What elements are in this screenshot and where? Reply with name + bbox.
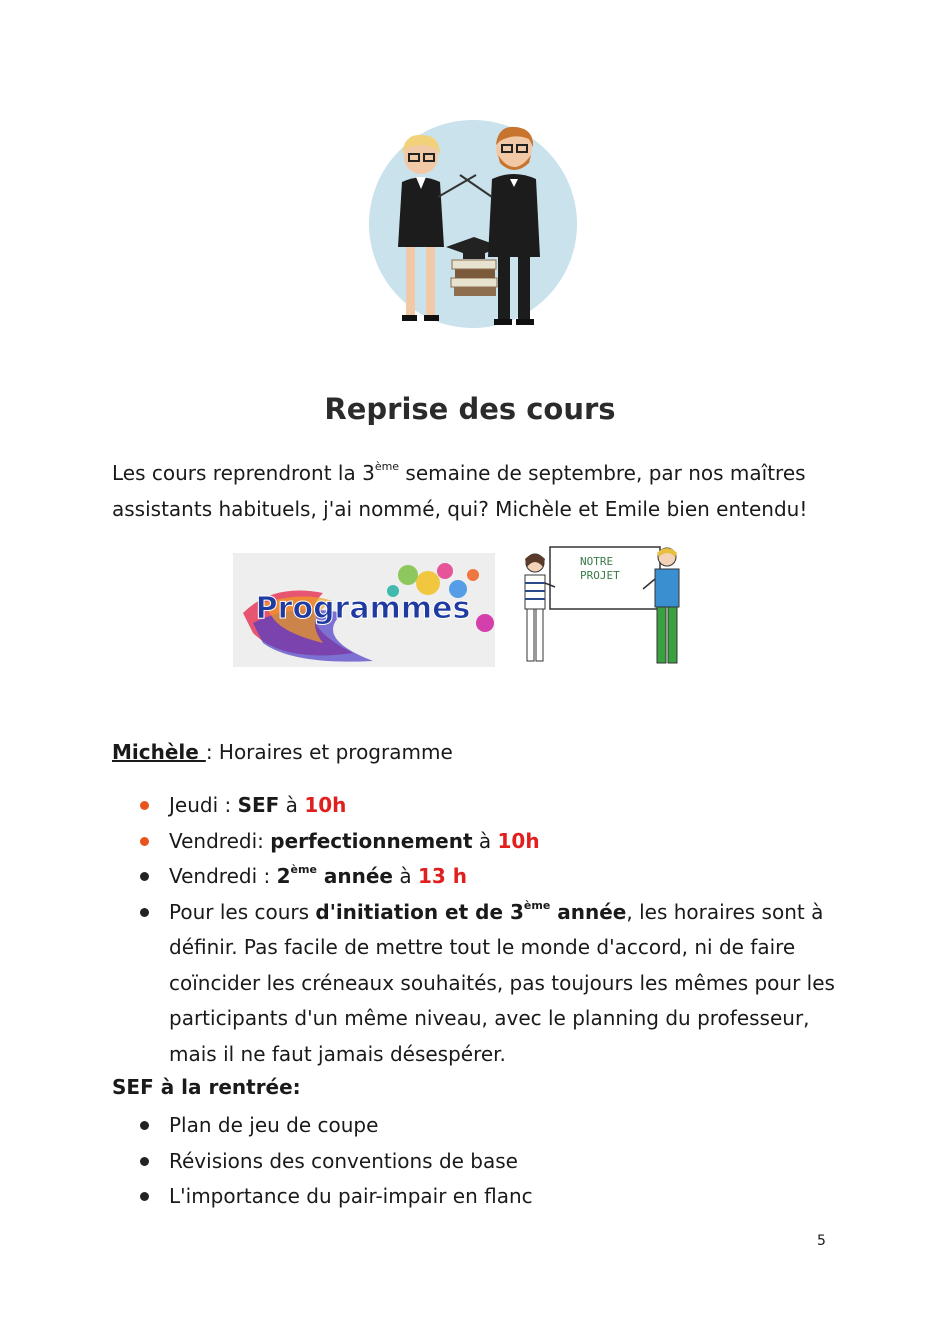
intro-line-2: assistants habituels, j'ai nommé, qui? Michèle et Emile bien entendu!	[112, 497, 808, 521]
notre-projet-image	[505, 543, 705, 668]
sef-heading: SEF à la rentrée:	[112, 1075, 301, 1099]
michele-name: Michèle	[112, 740, 206, 764]
sef-list	[140, 1108, 840, 1215]
intro-line-1: Les cours reprendront la 3ème semaine de septembre, par nos maîtres	[112, 460, 806, 485]
list-item: Révisions des conventions de base	[140, 1144, 840, 1180]
list-item: Pour les cours d'initiation et de 3ème année, les horaires sont à définir. Pas facile de mettre tout le monde d'accord, ni de faire coïncider les créneaux souhaités, pas toujours les mêmes pour les participants d'un même niveau, avec le planning du professeur, mais il ne faut jamais désespérer.	[140, 895, 840, 1073]
list-item: Vendredi: perfectionnement à 10h	[140, 824, 840, 860]
page-title: Reprise des cours	[324, 392, 616, 426]
list-item: Jeudi : SEF à 10h	[140, 788, 840, 824]
programmes-image	[233, 553, 495, 667]
bullet-icon	[140, 837, 149, 846]
projet-line-2: PROJET	[580, 569, 620, 582]
list-item: L'importance du pair-impair en flanc	[140, 1179, 840, 1215]
list-item: Vendredi : 2ème année à 13 h	[140, 859, 840, 895]
bullet-icon	[140, 1192, 149, 1201]
teachers-illustration	[336, 97, 606, 365]
bullet-icon	[140, 872, 149, 881]
bullet-icon	[140, 801, 149, 810]
page-number: 5	[817, 1233, 826, 1249]
projet-line-1: NOTRE	[580, 555, 614, 568]
intro-paragraph	[112, 455, 842, 527]
list-item: Plan de jeu de coupe	[140, 1108, 840, 1144]
bullet-icon	[140, 908, 149, 917]
programmes-label: Programmes	[255, 591, 471, 626]
schedule-list	[140, 788, 840, 1072]
bullet-icon	[140, 1157, 149, 1166]
bullet-icon	[140, 1121, 149, 1130]
michele-heading: Michèle : Horaires et programme	[112, 740, 453, 764]
